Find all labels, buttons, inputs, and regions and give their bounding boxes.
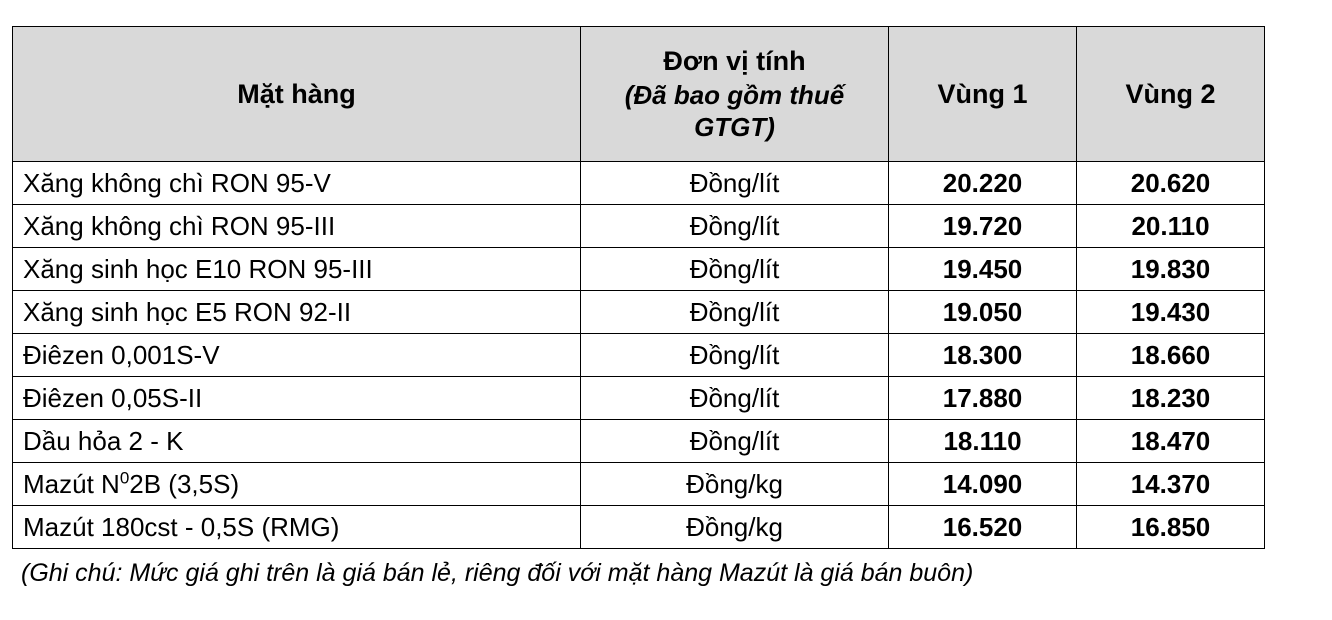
table-row <box>13 205 1265 248</box>
cell-item: Xăng sinh học E10 RON 95-III <box>13 248 581 291</box>
cell-zone2: 18.230 <box>1077 377 1265 420</box>
cell-unit: Đồng/lít <box>581 205 889 248</box>
table-note: (Ghi chú: Mức giá ghi trên là giá bán lẻ, riêng đối với mặt hàng Mazút là giá bán buôn) <box>13 549 1265 598</box>
table-footer <box>13 549 1265 598</box>
table-body <box>13 162 1265 549</box>
cell-zone1: 18.300 <box>889 334 1077 377</box>
column-header-unit <box>581 27 889 162</box>
table-row <box>13 248 1265 291</box>
table-header-row <box>13 27 1265 162</box>
cell-unit: Đồng/kg <box>581 506 889 549</box>
fuel-price-table <box>12 26 1265 598</box>
cell-zone2: 19.430 <box>1077 291 1265 334</box>
cell-unit: Đồng/lít <box>581 162 889 205</box>
cell-unit: Đồng/lít <box>581 420 889 463</box>
cell-item: Xăng không chì RON 95-V <box>13 162 581 205</box>
table-row <box>13 420 1265 463</box>
cell-item: Điêzen 0,001S-V <box>13 334 581 377</box>
table-row <box>13 334 1265 377</box>
cell-item-base: Mazút N <box>23 468 120 499</box>
table-header <box>13 27 1265 162</box>
price-table-container <box>12 26 1264 598</box>
cell-item: Điêzen 0,05S-II <box>13 377 581 420</box>
cell-item: Mazút 180cst - 0,5S (RMG) <box>13 506 581 549</box>
cell-zone2: 18.470 <box>1077 420 1265 463</box>
cell-item: Xăng sinh học E5 RON 92-II <box>13 291 581 334</box>
column-header-unit-sub: (Đã bao gồm thuế GTGT) <box>624 79 845 143</box>
cell-zone1: 16.520 <box>889 506 1077 549</box>
cell-zone2: 16.850 <box>1077 506 1265 549</box>
table-row <box>13 463 1265 506</box>
table-row <box>13 291 1265 334</box>
cell-zone1: 20.220 <box>889 162 1077 205</box>
cell-zone1: 19.050 <box>889 291 1077 334</box>
cell-zone2: 20.620 <box>1077 162 1265 205</box>
cell-zone1: 19.720 <box>889 205 1077 248</box>
cell-unit: Đồng/lít <box>581 291 889 334</box>
cell-zone1: 14.090 <box>889 463 1077 506</box>
cell-zone2: 14.370 <box>1077 463 1265 506</box>
cell-item-tail: 2B (3,5S) <box>129 468 240 499</box>
cell-item <box>13 463 581 506</box>
cell-zone2: 19.830 <box>1077 248 1265 291</box>
cell-unit: Đồng/lít <box>581 248 889 291</box>
cell-zone1: 19.450 <box>889 248 1077 291</box>
cell-item-superscript: 0 <box>119 467 130 487</box>
cell-unit: Đồng/kg <box>581 463 889 506</box>
cell-zone1: 17.880 <box>889 377 1077 420</box>
cell-unit: Đồng/lít <box>581 334 889 377</box>
cell-unit: Đồng/lít <box>581 377 889 420</box>
column-header-item: Mặt hàng <box>13 27 581 162</box>
cell-item: Xăng không chì RON 95-III <box>13 205 581 248</box>
column-header-unit-main: Đơn vị tính <box>663 46 806 77</box>
table-row <box>13 377 1265 420</box>
table-note-row <box>13 549 1265 598</box>
cell-item: Dầu hỏa 2 - K <box>13 420 581 463</box>
table-row <box>13 162 1265 205</box>
cell-zone1: 18.110 <box>889 420 1077 463</box>
column-header-zone1: Vùng 1 <box>889 27 1077 162</box>
column-header-zone2: Vùng 2 <box>1077 27 1265 162</box>
cell-zone2: 20.110 <box>1077 205 1265 248</box>
cell-zone2: 18.660 <box>1077 334 1265 377</box>
table-row <box>13 506 1265 549</box>
